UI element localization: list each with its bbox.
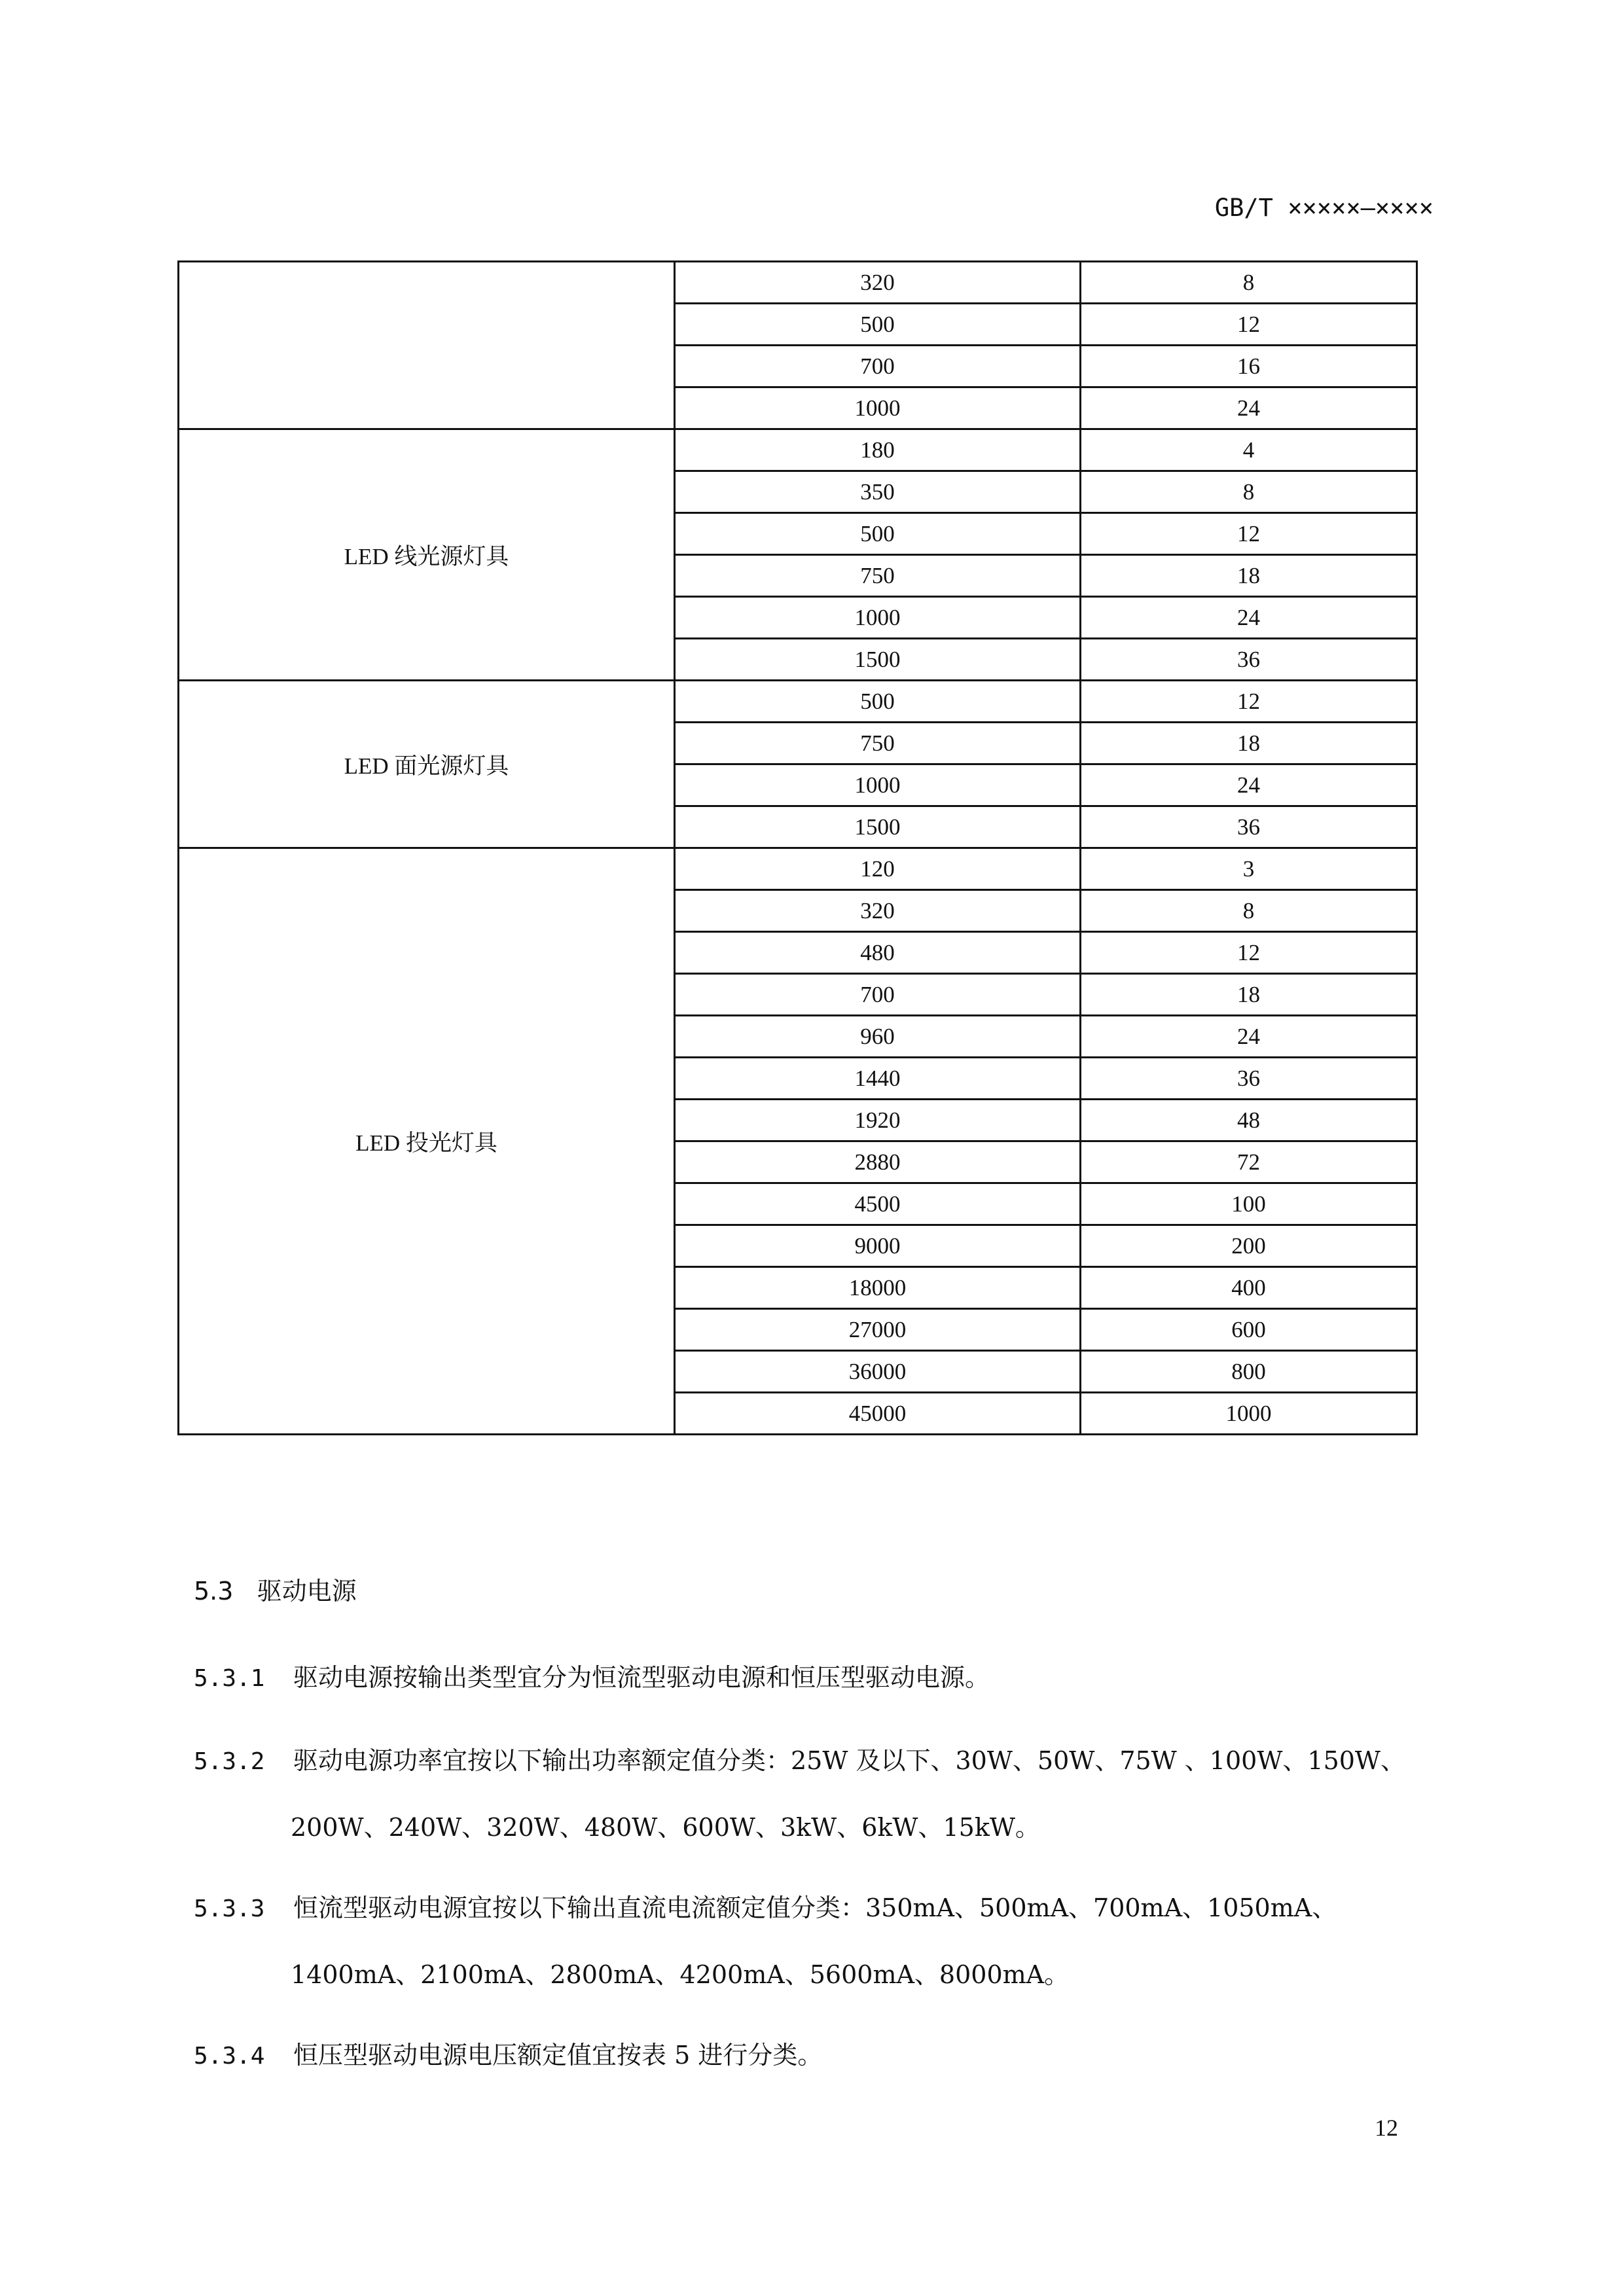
- table-cell-col2: 180: [675, 429, 1081, 471]
- table-cell-col3: 8: [1081, 471, 1417, 513]
- table-cell-col3: 12: [1081, 932, 1417, 974]
- table-cell-col3: 12: [1081, 513, 1417, 555]
- table-cell-col3: 8: [1081, 890, 1417, 932]
- table-cell-col2: 500: [675, 513, 1081, 555]
- clause-number: 5.3.3: [194, 1895, 265, 1922]
- clause-text: 驱动电源按输出类型宜分为恒流型驱动电源和恒压型驱动电源。: [293, 1663, 990, 1692]
- table-cell-col3: 18: [1081, 723, 1417, 764]
- table-cell-col2: 750: [675, 723, 1081, 764]
- table-cell-col2: 45000: [675, 1393, 1081, 1435]
- table-cell-col2: 1500: [675, 639, 1081, 681]
- section-heading: [194, 1571, 357, 1607]
- table-cell-col3: 36: [1081, 806, 1417, 848]
- clause-number: 5.3.4: [194, 2043, 265, 2070]
- row-group-label: LED 投光灯具: [179, 848, 675, 1435]
- table-cell-col3: 24: [1081, 764, 1417, 806]
- table-cell-col2: 960: [675, 1016, 1081, 1058]
- table-cell-col3: 36: [1081, 639, 1417, 681]
- table-cell-col3: 100: [1081, 1183, 1417, 1225]
- table-cell-col2: 36000: [675, 1351, 1081, 1393]
- table-cell-col3: 24: [1081, 597, 1417, 639]
- table-cell-col2: 18000: [675, 1267, 1081, 1309]
- table-cell-col2: 9000: [675, 1225, 1081, 1267]
- table-cell-col2: 500: [675, 681, 1081, 723]
- spec-table: [177, 260, 1418, 1435]
- table-row: [179, 848, 1417, 890]
- table-cell-col3: 3: [1081, 848, 1417, 890]
- table-cell-col3: 18: [1081, 974, 1417, 1016]
- clause-5-3-4: [194, 2022, 1437, 2089]
- spec-table-body: [179, 262, 1417, 1435]
- clause-5-3-1: [194, 1645, 1437, 1712]
- table-cell-col2: 700: [675, 974, 1081, 1016]
- table-cell-col3: 36: [1081, 1058, 1417, 1100]
- table-cell-col3: 18: [1081, 555, 1417, 597]
- table-cell-col2: 1920: [675, 1100, 1081, 1141]
- table-cell-col2: 750: [675, 555, 1081, 597]
- table-cell-col2: 1500: [675, 806, 1081, 848]
- table-cell-col3: 1000: [1081, 1393, 1417, 1435]
- table-cell-col3: 800: [1081, 1351, 1417, 1393]
- clause-text-line1: 恒流型驱动电源宜按以下输出直流电流额定值分类：350mA、500mA、700mA、1050mA、: [293, 1893, 1337, 1922]
- table-cell-col3: 8: [1081, 262, 1417, 304]
- table-cell-col2: 500: [675, 304, 1081, 346]
- clause-text: 恒压型驱动电源电压额定值宜按表 5 进行分类。: [293, 2041, 823, 2070]
- table-cell-col2: 2880: [675, 1141, 1081, 1183]
- table-cell-col2: 320: [675, 262, 1081, 304]
- row-group-label: LED 线光源灯具: [179, 429, 675, 681]
- table-cell-col3: 4: [1081, 429, 1417, 471]
- table-cell-col2: 1000: [675, 764, 1081, 806]
- table-cell-col2: 1000: [675, 387, 1081, 429]
- row-group-label: LED 面光源灯具: [179, 681, 675, 848]
- table-cell-col3: 24: [1081, 1016, 1417, 1058]
- clause-number: 5.3.2: [194, 1748, 265, 1775]
- table-row: [179, 681, 1417, 723]
- table-cell-col2: 350: [675, 471, 1081, 513]
- table-cell-col2: 120: [675, 848, 1081, 890]
- clause-5-3-3: [194, 1875, 1437, 2007]
- clause-text-line1: 驱动电源功率宜按以下输出功率额定值分类：25W 及以下、30W、50W、75W 、100W、150W、: [293, 1746, 1405, 1775]
- section-title: 驱动电源: [257, 1577, 357, 1605]
- table-cell-col2: 4500: [675, 1183, 1081, 1225]
- table-cell-col2: 700: [675, 346, 1081, 387]
- table-row: [179, 262, 1417, 304]
- table-row: [179, 429, 1417, 471]
- table-cell-col3: 200: [1081, 1225, 1417, 1267]
- standard-code-header: GB/T ×××××—××××: [1214, 194, 1434, 222]
- clause-5-3-2: [194, 1728, 1437, 1860]
- table-cell-col3: 600: [1081, 1309, 1417, 1351]
- row-group-label: [179, 262, 675, 429]
- clause-number: 5.3.1: [194, 1665, 265, 1692]
- table-cell-col3: 16: [1081, 346, 1417, 387]
- clause-text-line2: 200W、240W、320W、480W、600W、3kW、6kW、15kW。: [291, 1813, 1040, 1842]
- table-cell-col3: 48: [1081, 1100, 1417, 1141]
- table-cell-col2: 27000: [675, 1309, 1081, 1351]
- table-cell-col2: 1000: [675, 597, 1081, 639]
- table-cell-col2: 1440: [675, 1058, 1081, 1100]
- table-cell-col3: 12: [1081, 681, 1417, 723]
- table-cell-col3: 72: [1081, 1141, 1417, 1183]
- table-cell-col2: 320: [675, 890, 1081, 932]
- table-cell-col3: 400: [1081, 1267, 1417, 1309]
- page-number: 12: [1375, 2115, 1398, 2141]
- table-cell-col3: 12: [1081, 304, 1417, 346]
- table-cell-col3: 24: [1081, 387, 1417, 429]
- clause-text-line2: 1400mA、2100mA、2800mA、4200mA、5600mA、8000mA。: [291, 1960, 1070, 1989]
- table-cell-col2: 480: [675, 932, 1081, 974]
- section-number: 5.3: [194, 1577, 234, 1605]
